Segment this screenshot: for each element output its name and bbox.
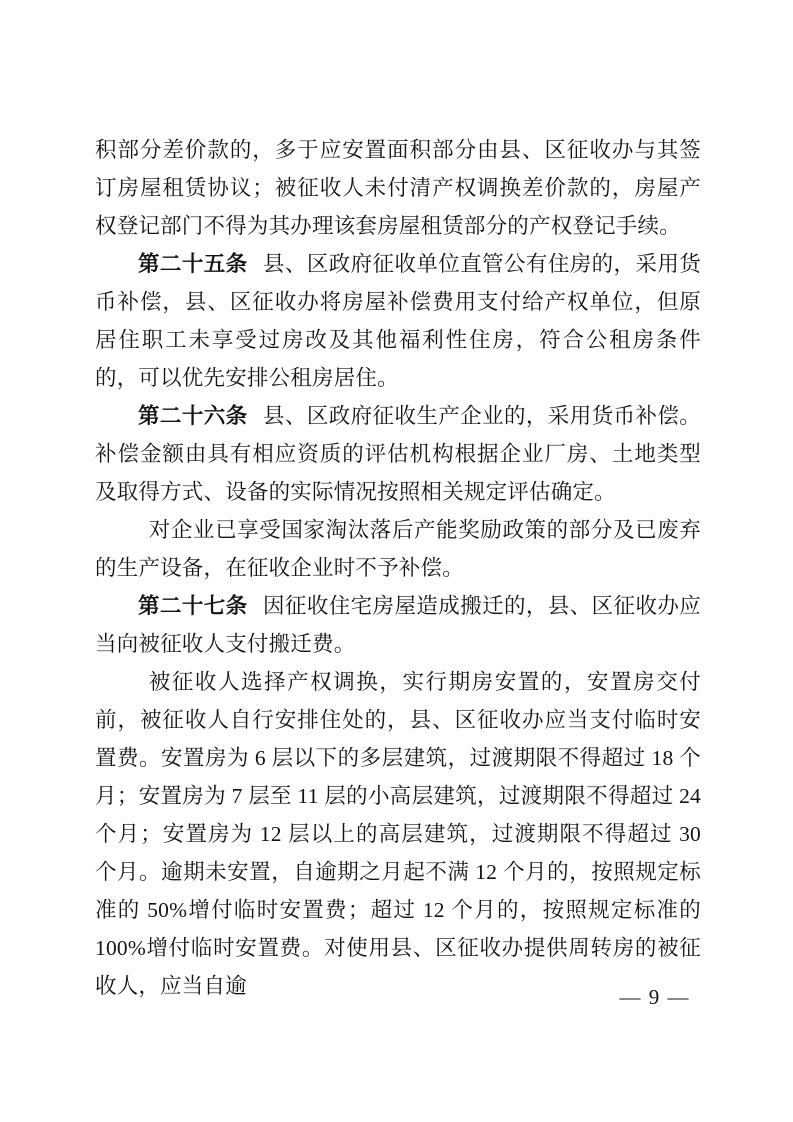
paragraph-enterprise-equipment [95, 511, 701, 587]
paragraph-text: 积部分差价款的，多于应安置面积部分由县、区征收办与其签订房屋租赁协议；被征收人未付清产权调换差价款的，房屋产权登记部门不得为其办理该套房屋租赁部分的产权登记手续。 [95, 138, 701, 238]
paragraph-text: 县、区政府征收单位直管公有住房的，采用货币补偿，县、区征收办将房屋补偿费用支付给产权单位，但原居住职工未享受过房改及其他福利性住房，符合公租房条件的，可以优先安排公租房居住。 [95, 252, 701, 390]
article-number-label: 第二十五条 [138, 252, 248, 276]
paragraph-continuation [95, 131, 701, 245]
article-number-label: 第二十七条 [138, 594, 248, 618]
paragraph-text: 对企业已享受国家淘汰落后产能奖励政策的部分及已废弃的生产设备，在征收企业时不予补偿。 [95, 518, 701, 580]
paragraph-transition-terms [95, 663, 701, 1005]
paragraph-text: 因征收住宅房屋造成搬迁的，县、区征收办应当向被征收人支付搬迁费。 [95, 594, 701, 656]
paragraph-article-26 [95, 397, 701, 511]
page-number: — 9 — [619, 985, 690, 1009]
paragraph-article-27 [95, 587, 701, 663]
document-body [95, 131, 701, 1005]
article-number-label: 第二十六条 [138, 404, 248, 428]
paragraph-article-25 [95, 245, 701, 397]
paragraph-text: 县、区政府征收生产企业的，采用货币补偿。补偿金额由具有相应资质的评估机构根据企业厂房、土地类型及取得方式、设备的实际情况按照相关规定评估确定。 [95, 404, 701, 504]
paragraph-text: 被征收人选择产权调换，实行期房安置的，安置房交付前，被征收人自行安排住处的，县、区征收办应当支付临时安置费。安置房为 6 层以下的多层建筑，过渡期限不得超过 18 个月；安置房为 7 层至 11 层的小高层建筑，过渡期限不得超过 24 个月；安置房为 12 层以上的高层建筑，过渡期限不得超过 30 个月。逾期未安置，自逾期之月起不满 12 个月的，按照规定标准的 50%增付临时安置费；超过 12 个月的，按照规定标准的 100%增付临时安置费。对使用县、区征收办提供周转房的被征收人，应当自逾 [95, 670, 701, 998]
